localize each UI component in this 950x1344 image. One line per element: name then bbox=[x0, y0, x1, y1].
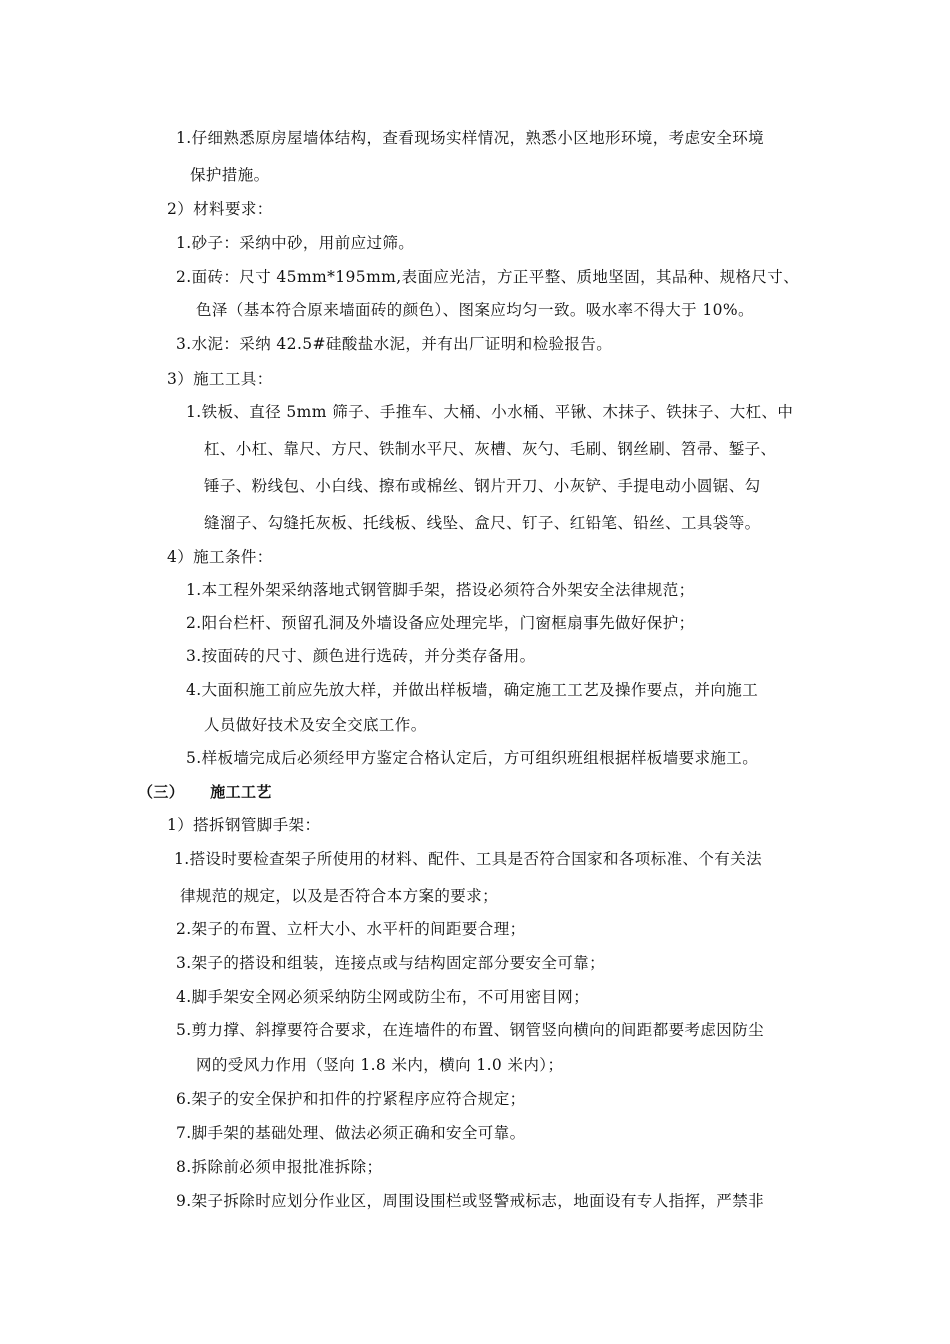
text-line: 色泽（基本符合原来墙面砖的颜色）、图案应均匀一致。吸水率不得大于 10%。 bbox=[196, 301, 754, 319]
section-subheading: 1）搭拆钢管脚手架： bbox=[167, 816, 321, 834]
section-subheading: 4）施工条件： bbox=[167, 548, 273, 566]
text-line: 杠、小杠、靠尺、方尺、铁制水平尺、灰槽、灰勺、毛刷、钢丝刷、笤帚、錾子、 bbox=[204, 440, 777, 458]
text-line: 1.仔细熟悉原房屋墙体结构，查看现场实样情况，熟悉小区地形环境，考虑安全环境 bbox=[176, 129, 764, 147]
text-line: 2.架子的布置、立杆大小、水平杆的间距要合理； bbox=[176, 920, 526, 938]
text-line: 1.搭设时要检查架子所使用的材料、配件、工具是否符合国家和各项标准、个有关法 bbox=[174, 850, 762, 868]
text-line: 保护措施。 bbox=[190, 166, 270, 184]
text-line: 人员做好技术及安全交底工作。 bbox=[204, 716, 427, 734]
text-line: 1.砂子：采纳中砂，用前应过筛。 bbox=[176, 234, 415, 252]
text-line: 1.本工程外架采纳落地式钢管脚手架，搭设必须符合外架安全法律规范； bbox=[186, 581, 695, 599]
text-line: 5.样板墙完成后必须经甲方鉴定合格认定后，方可组织班组根据样板墙要求施工。 bbox=[186, 749, 759, 767]
text-line: 律规范的规定，以及是否符合本方案的要求； bbox=[180, 887, 499, 905]
text-line: 3.架子的搭设和组装，连接点或与结构固定部分要安全可靠； bbox=[176, 954, 605, 972]
text-line: 5.剪力撑、斜撑要符合要求，在连墙件的布置、钢管竖向横向的间距都要考虑因防尘 bbox=[176, 1021, 764, 1039]
text-line: 9.架子拆除时应划分作业区，周围设围栏或竖警戒标志，地面设有专人指挥，严禁非 bbox=[176, 1192, 764, 1210]
section-heading-title: 施工工艺 bbox=[210, 783, 272, 801]
text-line: 4.大面积施工前应先放大样，并做出样板墙，确定施工工艺及操作要点，并向施工 bbox=[186, 681, 759, 699]
text-line: 3.按面砖的尺寸、颜色进行选砖，并分类存备用。 bbox=[186, 647, 536, 665]
section-subheading: 3）施工工具： bbox=[167, 370, 273, 388]
text-line: 6.架子的安全保护和扣件的拧紧程序应符合规定； bbox=[176, 1090, 526, 1108]
text-line: 网的受风力作用（竖向 1.8 米内，横向 1.0 米内）； bbox=[196, 1056, 564, 1074]
section-heading-number: （三） bbox=[138, 783, 185, 801]
text-line: 1.铁板、直径 5mm 筛子、手推车、大桶、小水桶、平锹、木抹子、铁抹子、大杠、中 bbox=[186, 403, 794, 421]
text-line: 锤子、粉线包、小白线、擦布或棉丝、钢片开刀、小灰铲、手提电动小圆锯、勾 bbox=[204, 477, 761, 495]
text-line: 2.阳台栏杆、预留孔洞及外墙设备应处理完毕，门窗框扇事先做好保护； bbox=[186, 614, 695, 632]
text-line: 8.拆除前必须申报批准拆除； bbox=[176, 1158, 383, 1176]
text-line: 3.水泥：采纳 42.5#硅酸盐水泥，并有出厂证明和检验报告。 bbox=[176, 335, 613, 353]
text-line: 缝溜子、勾缝托灰板、托线板、线坠、盒尺、钉子、红铅笔、铅丝、工具袋等。 bbox=[204, 514, 761, 532]
text-line: 7.脚手架的基础处理、做法必须正确和安全可靠。 bbox=[176, 1124, 526, 1142]
text-line: 2.面砖：尺寸 45mm*195mm,表面应光洁，方正平整、质地坚固，其品种、规格尺寸、 bbox=[176, 268, 800, 286]
text-line: 4.脚手架安全网必须采纳防尘网或防尘布，不可用密目网； bbox=[176, 988, 590, 1006]
section-heading bbox=[138, 782, 272, 802]
section-subheading: 2）材料要求： bbox=[167, 200, 273, 218]
